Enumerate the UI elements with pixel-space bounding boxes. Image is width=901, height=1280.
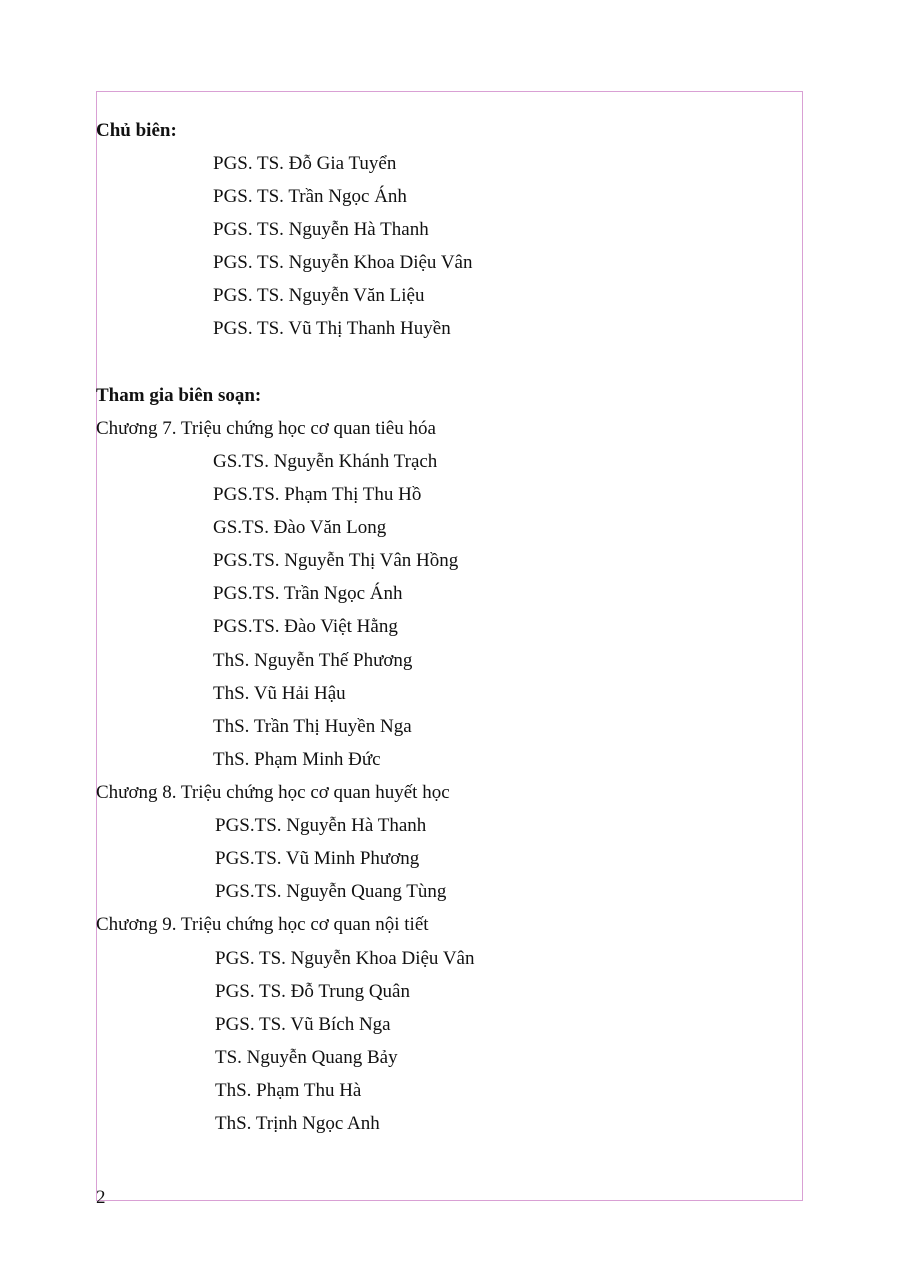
author-name: ThS. Trịnh Ngọc Anh — [215, 1113, 380, 1134]
author-name: ThS. Phạm Thu Hà — [215, 1080, 362, 1101]
editor-name: PGS. TS. Nguyễn Khoa Diệu Vân — [213, 252, 473, 273]
editors-heading: Chủ biên: — [96, 120, 177, 141]
author-name: PGS.TS. Nguyễn Thị Vân Hồng — [213, 550, 459, 571]
author-name: PGS.TS. Trần Ngọc Ánh — [213, 583, 403, 604]
editor-name: PGS. TS. Nguyễn Văn Liệu — [213, 285, 425, 306]
author-name: PGS. TS. Nguyễn Khoa Diệu Vân — [215, 948, 475, 969]
author-name: PGS.TS. Nguyễn Quang Tùng — [215, 881, 447, 902]
author-name: PGS.TS. Vũ Minh Phương — [215, 848, 420, 869]
author-name: PGS.TS. Đào Việt Hằng — [213, 616, 398, 637]
author-name: PGS.TS. Phạm Thị Thu Hồ — [213, 484, 422, 505]
contributors-heading: Tham gia biên soạn: — [96, 385, 262, 406]
author-name: PGS. TS. Đỗ Trung Quân — [215, 981, 410, 1002]
author-name: TS. Nguyễn Quang Bảy — [215, 1047, 398, 1068]
author-name: PGS.TS. Nguyễn Hà Thanh — [215, 815, 427, 836]
author-name: GS.TS. Đào Văn Long — [213, 517, 387, 538]
author-name: GS.TS. Nguyễn Khánh Trạch — [213, 451, 438, 472]
editor-name: PGS. TS. Vũ Thị Thanh Huyền — [213, 318, 451, 339]
author-name: ThS. Nguyễn Thế Phương — [213, 650, 413, 671]
author-name: ThS. Vũ Hải Hậu — [213, 683, 346, 704]
author-name: PGS. TS. Vũ Bích Nga — [215, 1014, 391, 1035]
editor-name: PGS. TS. Đỗ Gia Tuyển — [213, 153, 397, 174]
editor-name: PGS. TS. Nguyễn Hà Thanh — [213, 219, 429, 240]
page-number: 2 — [96, 1187, 106, 1208]
chapter-title: Chương 9. Triệu chứng học cơ quan nội tiết — [96, 914, 429, 935]
chapter-title: Chương 8. Triệu chứng học cơ quan huyết học — [96, 782, 450, 803]
chapter-title: Chương 7. Triệu chứng học cơ quan tiêu hóa — [96, 418, 436, 439]
author-name: ThS. Phạm Minh Đức — [213, 749, 381, 770]
editor-name: PGS. TS. Trần Ngọc Ánh — [213, 186, 407, 207]
author-name: ThS. Trần Thị Huyền Nga — [213, 716, 412, 737]
